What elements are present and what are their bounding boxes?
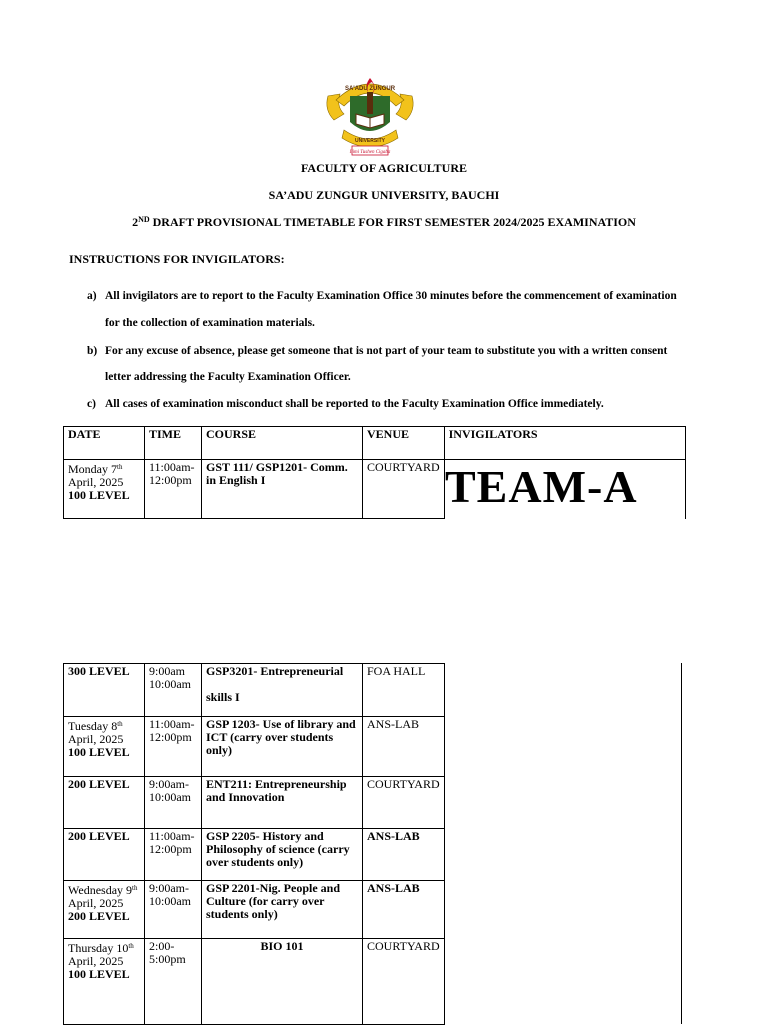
time-cell (145, 717, 202, 777)
instruction-text: letter addressing the Faculty Examination Officer. (105, 371, 351, 383)
date-cell: 200 LEVEL (64, 777, 145, 829)
invigilators-column-border (681, 663, 682, 1024)
venue-cell: COURTYARD (363, 777, 445, 829)
day-suffix: th (117, 463, 123, 471)
header-date: DATE (64, 427, 145, 460)
university-heading: SA’ADU ZUNGUR UNIVERSITY, BAUCHI (268, 188, 500, 202)
time-cell (145, 777, 202, 829)
time-start: 2:00- (149, 939, 175, 953)
instructions-title: INSTRUCTIONS FOR INVIGILATORS: (69, 252, 285, 266)
course-cell: GSP 1203- Use of library and ICT (carry over students only) (202, 717, 363, 777)
time-cell (145, 881, 202, 939)
date-cell (64, 460, 145, 519)
course-line2: skills I (206, 690, 240, 704)
time-end: 10:00am (149, 677, 191, 691)
day: Thursday 10 (68, 941, 129, 955)
logo-motto: Ilimi Tushen Cigaba (349, 150, 391, 155)
instruction-text: All cases of examination misconduct shall be reported to the Faculty Examination Office immediately. (105, 398, 604, 410)
date-rest: April, 2025 (68, 954, 124, 968)
time-end: 12:00pm (149, 842, 192, 856)
time-cell (145, 664, 202, 717)
date-rest: April, 2025 (68, 896, 124, 910)
instruction-text: All invigilators are to report to the Faculty Examination Office 30 minutes before the commencement of examination (105, 290, 677, 302)
venue-cell: ANS-LAB (363, 829, 445, 881)
university-logo (322, 70, 418, 158)
time-start: 11:00am- (149, 460, 195, 474)
time-start: 9:00am- (149, 777, 189, 791)
venue-cell: FOA HALL (363, 664, 445, 717)
course-cell: BIO 101 (202, 939, 363, 1025)
time-start: 9:00am (149, 664, 185, 678)
course-cell: GSP 2201-Nig. People and Culture (for carry over students only) (202, 881, 363, 939)
time-end: 12:00pm (149, 473, 192, 487)
header-time: TIME (145, 427, 202, 460)
course-cell: GST 111/ GSP1201- Comm. in English I (202, 460, 363, 519)
venue-cell: ANS-LAB (363, 717, 445, 777)
course-cell: GSP 2205- History and Philosophy of science (carry over students only) (202, 829, 363, 881)
header-invigilators: INVIGILATORS (444, 427, 685, 460)
day-suffix: th (132, 884, 138, 892)
timetable-title (0, 215, 768, 230)
day: Tuesday 8 (68, 719, 118, 733)
header-course: COURSE (202, 427, 363, 460)
instruction-marker: a) (87, 290, 97, 302)
time-cell (145, 939, 202, 1025)
day: Wednesday 9 (68, 883, 133, 897)
logo-top-text: SA'ADU ZUNGUR (344, 86, 396, 92)
date-cell (64, 717, 145, 777)
level: 200 LEVEL (68, 909, 130, 923)
draft-number: 2 (132, 215, 139, 229)
instruction-b-continued (105, 371, 351, 383)
date-cell: 200 LEVEL (64, 829, 145, 881)
level: 100 LEVEL (68, 745, 130, 759)
venue-cell: COURTYARD (363, 939, 445, 1025)
venue-cell: ANS-LAB (363, 881, 445, 939)
level: 100 LEVEL (68, 488, 130, 502)
faculty-heading: FACULTY OF AGRICULTURE (300, 161, 468, 175)
time-cell (145, 829, 202, 881)
time-end: 12:00pm (149, 730, 192, 744)
day-suffix: th (128, 942, 134, 950)
time-cell (145, 460, 202, 519)
header-venue: VENUE (363, 427, 445, 460)
team-label: TEAM-A (445, 461, 638, 512)
date-cell (64, 881, 145, 939)
course-cell (202, 664, 363, 717)
course-line1: GSP3201- Entrepreneurial (206, 664, 344, 678)
instruction-a (87, 290, 677, 302)
date-cell: 300 LEVEL (64, 664, 145, 717)
date-cell (64, 939, 145, 1025)
draft-title-text: DRAFT PROVISIONAL TIMETABLE FOR FIRST SEMESTER 2024/2025 EXAMINATION (149, 215, 636, 229)
course-cell: ENT211: Entrepreneurship and Innovation (202, 777, 363, 829)
time-end: 5:00pm (149, 952, 186, 966)
time-start: 9:00am- (149, 881, 189, 895)
instruction-c (87, 398, 604, 410)
instruction-a-continued (105, 317, 315, 329)
date-rest: April, 2025 (68, 475, 124, 489)
time-start: 11:00am- (149, 829, 195, 843)
time-start: 11:00am- (149, 717, 195, 731)
date-rest: April, 2025 (68, 732, 124, 746)
time-end: 10:00am (149, 790, 191, 804)
timetable-table-bottom (63, 663, 445, 1025)
instruction-marker: b) (87, 345, 98, 357)
day-suffix: th (117, 720, 123, 728)
logo-bottom-text: UNIVERSITY (354, 138, 386, 144)
instruction-b (87, 345, 668, 357)
venue-cell: COURTYARD (363, 460, 445, 519)
instruction-marker: c) (87, 398, 96, 410)
instruction-text: For any excuse of absence, please get someone that is not part of your team to substitute you with a written consent (105, 345, 668, 357)
instruction-text: for the collection of examination materials. (105, 317, 315, 329)
day: Monday 7 (68, 462, 117, 476)
time-end: 10:00am (149, 894, 191, 908)
level: 100 LEVEL (68, 967, 130, 981)
draft-superscript: ND (138, 215, 150, 224)
